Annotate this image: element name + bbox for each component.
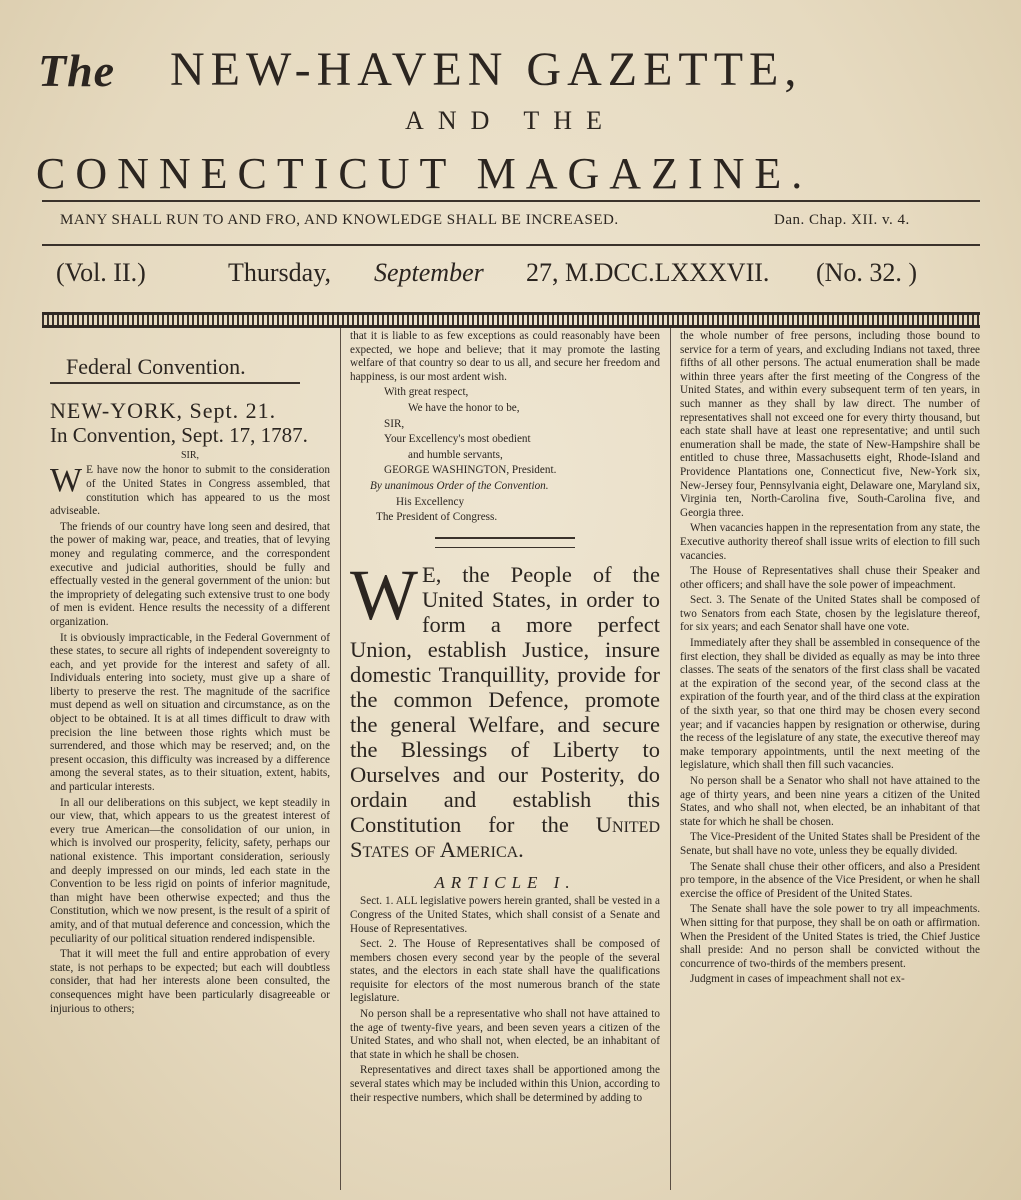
masthead-the: The [38,45,116,96]
dateline-place: NEW-YORK, Sept. 21. [50,397,277,423]
letter-closing: With great respect, [384,386,469,399]
article-paragraph: Sect. 3. The Senate of the United States shall be composed of two Senators from each State, chosen by the legislature thereof, for six years; and each Senator shall have one vote. [680,594,980,634]
article-paragraph: Representatives and direct taxes shall be apportioned among the several states which may be included within this Union, according to their respective numbers, which shall be determined by adding to [350,1064,660,1104]
issue-day: Thursday, [228,258,332,287]
convention-date: In Convention, Sept. 17, 1787. [50,423,308,448]
column-divider [670,328,671,1190]
masthead-title-line1: NEW-HAVEN GAZETTE, [170,43,803,96]
salutation: SIR, [180,449,200,461]
masthead-and-the: AND THE [405,106,616,135]
addressee: The President of Congress. [376,511,498,524]
drop-cap: W [50,462,83,500]
addressee: His Excellency [396,495,465,508]
issue-month: September [374,258,484,287]
issue-number: (No. 32. ) [816,258,918,287]
article-paragraph: Immediately after they shall be assembled in consequence of the first election, they shall be divided as equally as may be into three classes. The seats of the senators of the first class shall be vacated at the expiration of the second year, of the second class at the expiration of the fourth year, and of the third class at the expiration of the sixth year, so that one third may be chosen every second year; and if vacancies happen by resignation or otherwise, during the recess of the legislature of any state, the executive thereof may make temporary appointments, until the next meeting of the legislature, which shall then fill such vacancies. [680,637,980,772]
letter-paragraph: The friends of our country have long seen and desired, that the power of making war, peace, and treaties, that of levying money and regulating commerce, and the correspondent executive and judicial authorities, should be fully and effectually vested in the general government of the union: but the impropriety of delegating such extensive trust to one body of men is evident. Hence results the necessity of a different organization. [50,520,330,628]
masthead [0,40,1021,198]
signature-washington: GEORGE WASHINGTON, President. [384,464,557,477]
constitution-preamble: W E, the People of the United States, in order to form a more perfect Union, establish Justice, insure domestic Tranquillity, provide for the common Defence, promote the general Welfare, and secure the Blessings of Liberty to Ourselves and our Posterity, do ordain and establish this Constitution for the United States of America. [350,554,660,862]
letter-closing: We have the honor to be, [408,401,520,414]
preamble-end: United States of America. [350,811,660,862]
letter-servants: Your Excellency's most obedient [384,433,531,446]
letter-paragraph: It is obviously impracticable, in the Federal Government of these states, to secure all rights of independent sovereignty to each, and yet provide for the interest and safety of all. Individuals entering into society, must give up a share of liberty to preserve the rest. The magnitude of the sacrifice must depend as well on situation and circumstance, as on the object to be obtained. It is at all times difficult to draw with precision the line between those rights which must be surrendered, and those which may be reserved; and, on the present occasion, this difficulty was increased by a difference among the several states, as to their situation, extent, habits, and particular interests. [50,631,330,794]
masthead-rule [42,200,980,202]
volume-number: (Vol. II.) [56,258,146,287]
section-rule [435,537,575,548]
article-paragraph: The Senate shall chuse their other officers, and also a President pro tempore, in the absence of the Vice President, or when he shall exercise the office of President of the United States. [680,860,980,900]
article-paragraph: Judgment in cases of impeachment shall not ex- [690,973,905,986]
column-3 [680,330,980,1190]
masthead-title-line2: CONNECTICUT MAGAZINE. [36,149,813,198]
ornamental-rule [42,312,980,328]
column-2 [350,330,660,1190]
column-divider [340,328,341,1190]
article-paragraph: the whole number of free persons, including those bound to service for a term of years, and excluding Indians not taxed, three fifths of all other persons. The actual enumeration shall be made within three years after the first meeting of the Congress of the United States, and within every subsequent term of ten years, in such manner as they shall by law direct. The number of representatives shall not exceed one for every thirty thousand, but each state shall have at least one representative; and until such enumeration shall be made, the state of New-Hampshire shall be entitled to chuse three, Massachusetts eight, Rhode-Island and Providence Plantations one, Connecticut five, New-York six, New-Jersey four, Pennsylvania eight, Delaware one, Maryland six, Virginia ten, North-Carolina five, South-Carolina five, and Georgia three. [680,330,980,519]
article-paragraph: The House of Representatives shall chuse their Speaker and other officers; and shall have the sole power of impeachment. [680,565,980,591]
article-paragraph: No person shall be a Senator who shall not have attained to the age of thirty years, and been nine years a citizen of the United States, and who shall not, when elected, be an inhabitant of that state for which he shall be chosen. [680,775,980,828]
letter-paragraph: W E have now the honor to submit to the consideration of the United States in Congress assembled, that constitution which has appeared to us the most adviseable. [50,462,330,518]
article-heading: ARTICLE I. [434,872,576,892]
article-paragraph: Sect. 2. The House of Representatives shall be composed of members chosen every second year by the people of the several states, and the electors in each state shall have the qualifications requisite for electors of the most numerous branch of the state legislature. [350,938,660,1005]
column-1 [50,330,330,1190]
preamble-drop-cap: W [350,554,418,635]
motto-rule [42,244,980,246]
article-paragraph: Sect. 1. ALL legislative powers herein granted, shall be vested in a Congress of the United States, which shall consist of a Senate and House of Representatives. [350,895,660,935]
article-paragraph: The Senate shall have the sole power to try all impeachments. When sitting for that purpose, they shall be on oath or affirmation. When the President of the United States is tried, the Chief Justice shall preside: And no person shall be convicted without the concurrence of two-thirds of the members present. [680,903,980,970]
letter-servants: and humble servants, [408,448,503,461]
article-paragraph: No person shall be a representative who shall not have attained to the age of twenty-five years, and been seven years a citizen of the United States, and who shall not, when elected, be an inhabitant of that state in which he shall be chosen. [350,1008,660,1061]
letter-paragraph: In all our deliberations on this subject, we kept steadily in our view, that, which appears to us the greatest interest of every true American—the consolidation of our union, in which is involved our prosperity, felicity, safety, perhaps our national existence. This important consideration, seriously and deeply impressed on our minds, led each state in the Convention to be less rigid on points of inferior magnitude, than might have been otherwise expected; and thus the Constitution, which we now present, is the result of a spirit of amity, and of that mutual deference and concession, which the peculiarity of our political situation rendered indispensible. [50,796,330,945]
article-paragraph: The Vice-President of the United States shall be President of the Senate, but shall have no vote, unless they be equally divided. [680,831,980,857]
motto-text: MANY SHALL RUN TO AND FRO, AND KNOWLEDGE SHALL BE INCREASED. [60,212,619,228]
article-paragraph: When vacancies happen in the representation from any state, the Executive authority thereof shall issue writs of election to fill such vacancies. [680,522,980,562]
heading-rule [50,382,300,384]
letter-sir: SIR, [384,417,405,430]
issue-date: 27, M.DCC.LXXXVII. [526,258,770,287]
letter-paragraph: That it will meet the full and entire approbation of every state, is not perhaps to be expected; but each will doubtless consider, that had her interests alone been consulted, the consequences might have been particularly disagreeable or injurious to others; [50,948,330,1015]
convention-order: By unanimous Order of the Convention. [370,479,549,492]
motto-reference: Dan. Chap. XII. v. 4. [774,212,910,228]
motto [60,212,980,229]
letter-continuation: that it is liable to as few exceptions as could reasonably have been expected, we hope and believe; that it may promote the lasting welfare of that country so dear to us all, and secure her freedom and happiness, is our most ardent wish. [350,330,660,383]
section-heading: Federal Convention. [66,354,246,379]
